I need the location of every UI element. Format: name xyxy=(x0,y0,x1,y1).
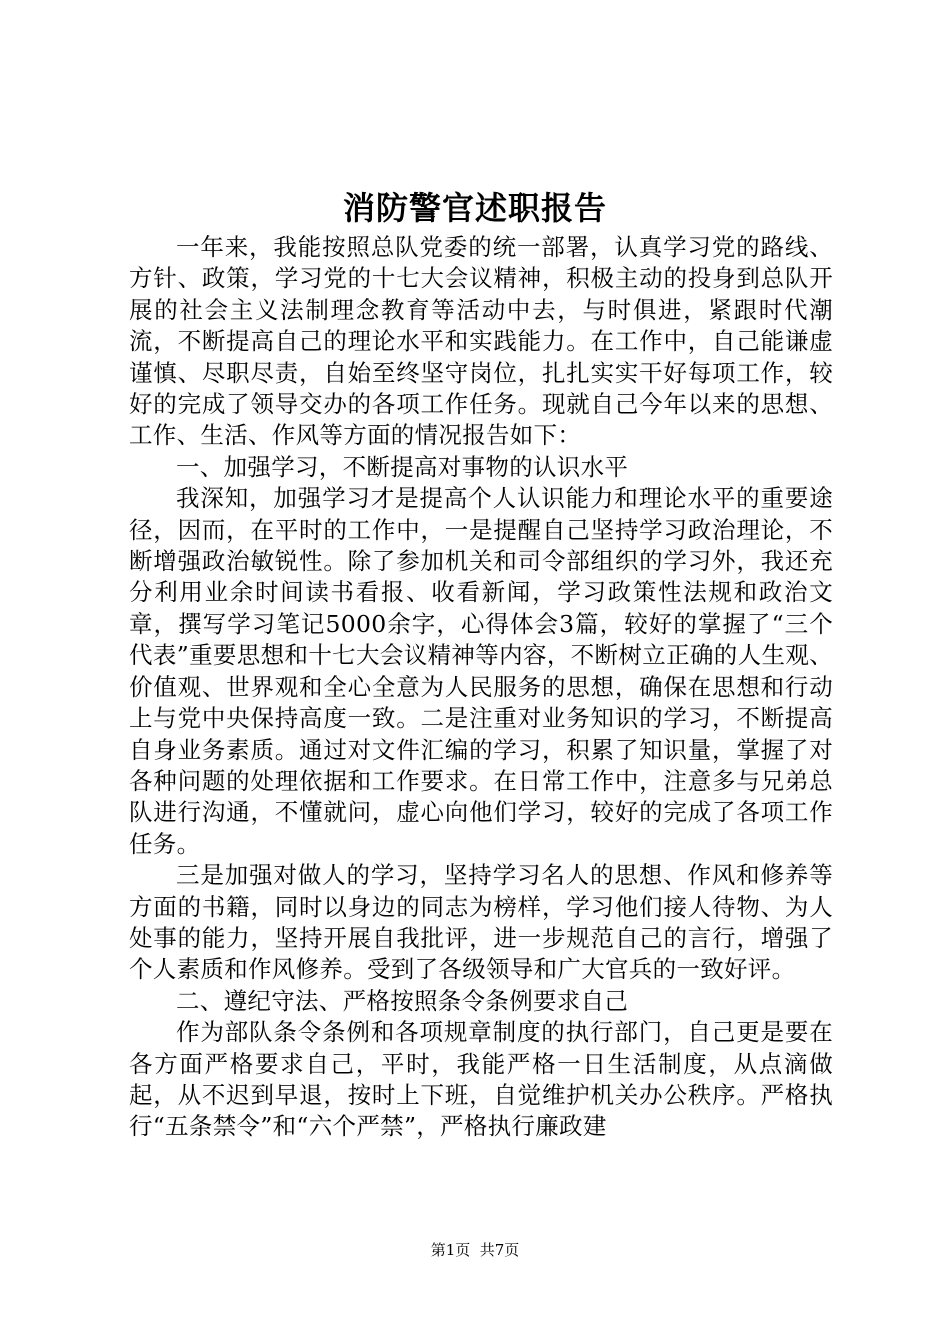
paragraph-character: 三是加强对做人的学习，坚持学习名人的思想、作风和修养等方面的书籍，同时以身边的同志为榜样，学习他们接人待物、为人处事的能力，坚持开展自我批评，进一步规范自己的言行，增强了个人素质和作风修养。受到了各级领导和广大官兵的一致好评。 xyxy=(129,861,833,984)
paragraph-discipline: 作为部队条令条例和各项规章制度的执行部门，自己更是要在各方面严格要求自己，平时，我能严格一日生活制度，从点滴做起，从不迟到早退，按时上下班，自觉维护机关办公秩序。严格执行“五条禁令”和“六个严禁”，严格执行廉政建 xyxy=(129,1018,833,1141)
document-body xyxy=(129,232,833,1143)
page-footer xyxy=(0,1240,950,1260)
page-number-label: 第1页 共7页 xyxy=(430,1241,520,1259)
document-title: 消防警官述职报告 xyxy=(342,189,607,227)
paragraph-intro: 一年来，我能按照总队党委的统一部署，认真学习党的路线、方针、政策，学习党的十七大会议精神，积极主动的投身到总队开展的社会主义法制理念教育等活动中去，与时俱进，紧跟时代潮流，不断提高自己的理论水平和实践能力。在工作中，自己能谦虚谨慎、尽职尽责，自始至终坚守岗位，扎扎实实干好每项工作，较好的完成了领导交办的各项工作任务。现就自己今年以来的思想、工作、生活、作风等方面的情况报告如下： xyxy=(129,233,833,450)
section-heading-1: 一、加强学习，不断提高对事物的认识水平 xyxy=(176,452,629,481)
paragraph-study: 我深知，加强学习才是提高个人认识能力和理论水平的重要途径，因而，在平时的工作中，一是提醒自己坚持学习政治理论，不断增强政治敏锐性。除了参加机关和司令部组织的学习外，我还充分利用业余时间读书看报、收看新闻，学习政策性法规和政治文章，撰写学习笔记5000余字，心得体会3篇，较好的掌握了“三个代表”重要思想和十七大会议精神等内容，不断树立正确的人生观、价值观、世界观和全心全意为人民服务的思想，确保在思想和行动上与党中央保持高度一致。二是注重对业务知识的学习，不断提高自身业务素质。通过对文件汇编的学习，积累了知识量，掌握了对各种问题的处理依据和工作要求。在日常工作中，注意多与兄弟总队进行沟通，不懂就问，虚心向他们学习，较好的完成了各项工作任务。 xyxy=(129,484,833,858)
section-heading-2: 二、遵纪守法、严格按照条令条例要求自己 xyxy=(176,986,629,1015)
